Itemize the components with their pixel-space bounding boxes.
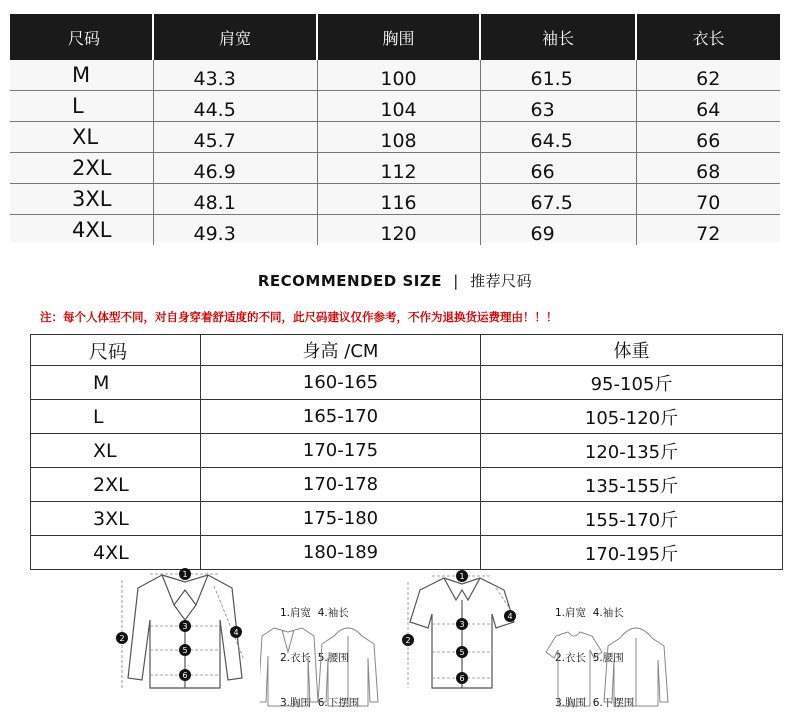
cell-length: 70	[636, 184, 780, 215]
marker-6-label: 6	[459, 674, 465, 683]
cell-length: 72	[636, 215, 780, 246]
cell-size: 4XL	[31, 536, 201, 570]
marker-2-label: 2	[119, 634, 125, 643]
cell-weight: 155-170斤	[481, 502, 783, 536]
cell-weight: 135-155斤	[481, 468, 783, 502]
jacket-markers	[116, 568, 242, 681]
tshirt-thumbnail-icon	[546, 632, 602, 706]
cell-size: 4XL	[72, 218, 112, 242]
marker-2-label: 2	[405, 636, 411, 645]
cell-size: 2XL	[10, 153, 153, 184]
disclaimer-note: 注：每个人体型不同，对自身穿着舒适度的不同，此尺码建议仅作参考，不作为退换货运费理由！！！	[40, 310, 558, 324]
cell-size: 2XL	[31, 468, 201, 502]
cell-chest: 100	[317, 60, 480, 91]
cell-sleeve: 64.5	[480, 122, 636, 153]
cell-chest: 112	[317, 153, 480, 184]
hooded-jacket-thumbnail-icon	[604, 628, 668, 706]
marker-4-label: 4	[233, 628, 239, 637]
jacket-thumbnails	[260, 622, 380, 710]
shirt-thumbnails	[540, 622, 670, 710]
marker-5-label: 5	[182, 646, 188, 655]
cell-height: 160-165	[201, 366, 481, 400]
table-row	[31, 468, 783, 502]
blazer-thumbnail-icon	[260, 628, 318, 706]
recommended-subtitle: 推荐尺码	[470, 272, 533, 290]
recommended-title: RECOMMENDED SIZE	[257, 272, 442, 290]
cell-shoulder: 43.3	[153, 60, 317, 91]
cell-chest: 108	[317, 122, 480, 153]
table-row	[10, 184, 780, 215]
cell-sleeve: 61.5	[480, 60, 636, 91]
shirt-measurement-diagram	[400, 560, 530, 705]
legend-line: 1.肩宽 4.袖长	[280, 607, 349, 619]
cell-shoulder: 46.9	[153, 153, 317, 184]
cell-weight: 120-135斤	[481, 434, 783, 468]
marker-3-label: 3	[182, 622, 188, 631]
cell-height: 170-178	[201, 468, 481, 502]
header-sleeve: 袖长	[480, 14, 636, 60]
marker-3-label: 3	[459, 620, 465, 629]
recommended-table-header	[31, 335, 783, 366]
cell-size: L	[31, 400, 201, 434]
table-row	[10, 153, 780, 184]
header-weight: 体重	[481, 335, 783, 366]
cell-shoulder: 49.3	[153, 215, 317, 246]
header-length: 衣长	[636, 14, 780, 60]
table-row	[10, 215, 780, 246]
cell-size: XL	[10, 122, 153, 153]
header-size: 尺码	[31, 335, 201, 366]
cell-chest: 104	[317, 91, 480, 122]
legend-line: 3.胸围 6.下摆围	[280, 697, 360, 709]
cell-chest: 120	[317, 215, 480, 246]
shirt-outline-icon	[410, 578, 514, 688]
marker-1-label: 1	[182, 570, 188, 579]
table-row	[10, 60, 780, 91]
table-row	[31, 434, 783, 468]
cell-chest: 116	[317, 184, 480, 215]
cell-sleeve: 66	[480, 153, 636, 184]
header-size: 尺码	[10, 14, 153, 60]
table-row	[10, 122, 780, 153]
cell-length: 68	[636, 153, 780, 184]
cell-sleeve: 63	[480, 91, 636, 122]
cell-sleeve: 67.5	[480, 184, 636, 215]
marker-1-label: 1	[459, 572, 465, 581]
cell-height: 170-175	[201, 434, 481, 468]
marker-4-label: 4	[507, 612, 513, 621]
cell-height: 180-189	[201, 536, 481, 570]
hoodie-thumbnail-icon	[318, 628, 378, 706]
table-row	[31, 366, 783, 400]
cell-length: 64	[636, 91, 780, 122]
table-row	[31, 502, 783, 536]
header-height: 身高 /CM	[201, 335, 481, 366]
cell-length: 66	[636, 122, 780, 153]
cell-shoulder: 44.5	[153, 91, 317, 122]
cell-size: M	[31, 366, 201, 400]
measurement-table-header	[10, 14, 780, 60]
cell-height: 175-180	[201, 502, 481, 536]
legend-line: 1.肩宽 4.袖长	[555, 607, 624, 619]
legend-line: 3.胸围 6.下摆围	[555, 697, 635, 709]
table-row	[31, 400, 783, 434]
cell-sleeve: 69	[480, 215, 636, 246]
cell-height: 165-170	[201, 400, 481, 434]
cell-size: XL	[31, 434, 201, 468]
header-shoulder: 肩宽	[153, 14, 317, 60]
marker-6-label: 6	[182, 671, 188, 680]
cell-size: 3XL	[10, 184, 153, 215]
cell-weight: 95-105斤	[481, 366, 783, 400]
marker-5-label: 5	[459, 648, 465, 657]
measurement-table	[10, 14, 780, 245]
cell-size: 3XL	[31, 502, 201, 536]
cell-length: 62	[636, 60, 780, 91]
header-chest: 胸围	[317, 14, 480, 60]
legend-line: 2.衣长 5.腰围	[555, 652, 624, 664]
legend-line: 2.衣长 5.腰围	[280, 652, 349, 664]
cell-shoulder: 48.1	[153, 184, 317, 215]
cell-size: M	[10, 60, 153, 91]
cell-shoulder: 45.7	[153, 122, 317, 153]
jacket-measurement-diagram	[110, 560, 260, 705]
heading-separator: |	[453, 272, 459, 290]
recommended-size-heading	[0, 270, 790, 291]
cell-weight: 105-120斤	[481, 400, 783, 434]
cell-weight: 170-195斤	[481, 536, 783, 570]
table-row	[10, 91, 780, 122]
recommended-size-table	[30, 334, 783, 570]
cell-size: L	[10, 91, 153, 122]
